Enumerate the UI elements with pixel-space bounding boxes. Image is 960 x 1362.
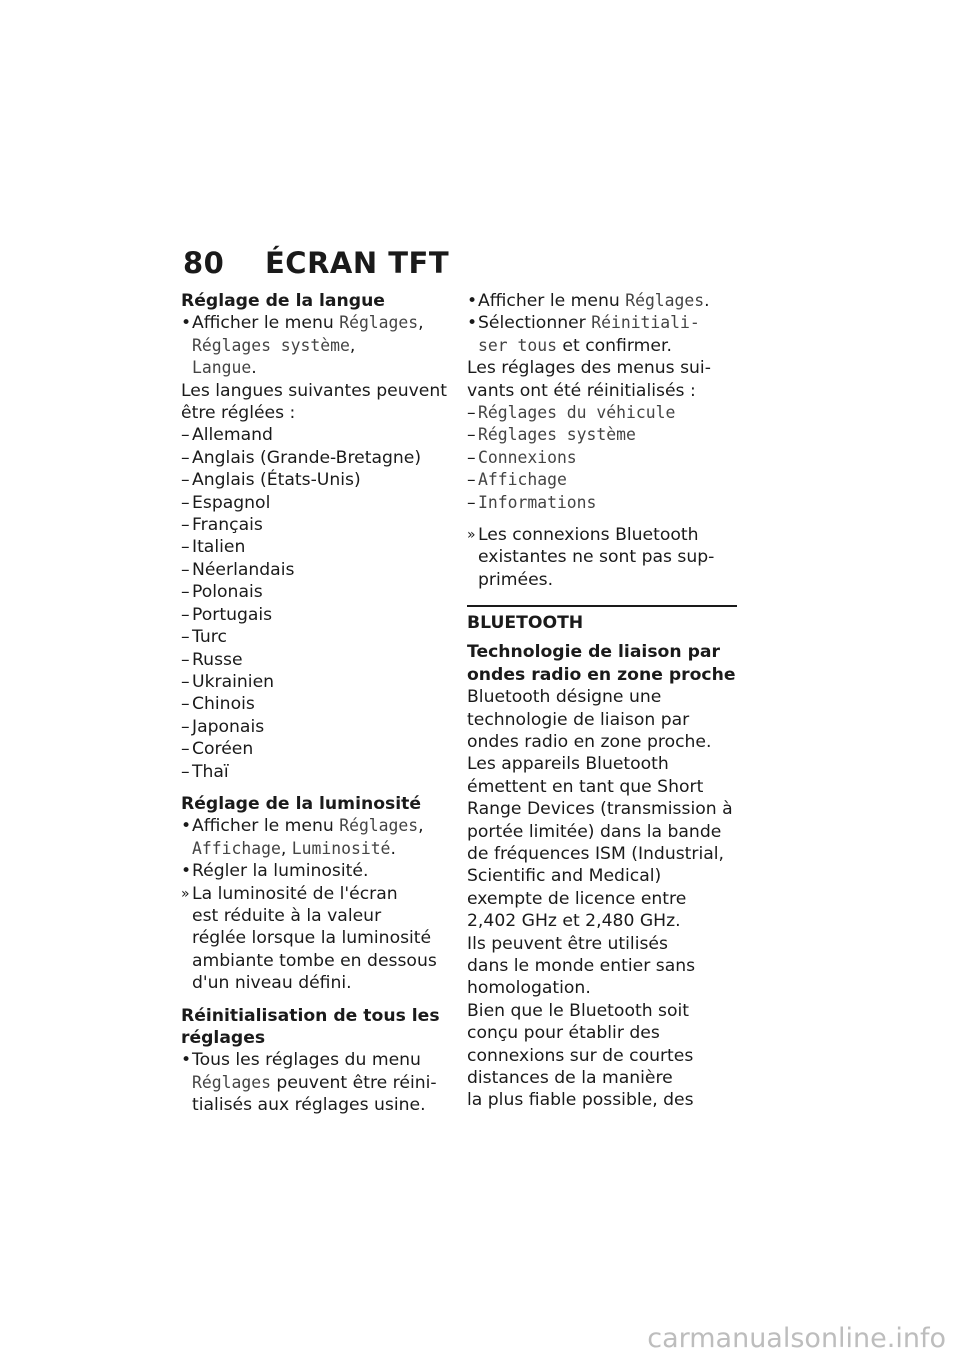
text-line: technologie de liaison par: [467, 709, 690, 730]
bullet-icon: •: [181, 861, 192, 882]
note: [181, 883, 451, 995]
heading-luminosite: Réglage de la luminosité: [181, 793, 422, 814]
paragraph: vants ont été réinitialisés :: [467, 380, 696, 401]
bullet-icon: •: [467, 291, 478, 311]
dash-icon: –: [181, 649, 190, 670]
text-line: Range Devices (transmission à: [467, 799, 733, 820]
list-item: – Réglages système: [467, 425, 636, 446]
dash-icon: –: [181, 627, 190, 648]
paragraph: être réglées :: [181, 403, 296, 424]
list-item: – Ukrainien: [181, 671, 275, 692]
text-line: La luminosité de l'écran: [192, 883, 398, 904]
text-line: ondes radio en zone proche.: [467, 731, 712, 752]
section-divider: [467, 605, 737, 607]
left-column: [181, 290, 451, 1117]
list-item: – Réglages du véhicule: [467, 403, 676, 424]
list-item: – Turc: [181, 627, 227, 648]
list-item: – Connexions: [467, 447, 577, 468]
list-item: – Néerlandais: [181, 559, 295, 580]
text-line: Ils peuvent être utilisés: [467, 933, 668, 954]
watermark: carmanualsonline.info: [647, 1323, 946, 1354]
list-item: – Japonais: [181, 716, 265, 737]
text-line: Les appareils Bluetooth: [467, 754, 669, 775]
menu-path: Réglages: [625, 291, 705, 310]
text-line: connexions sur de courtes: [467, 1045, 694, 1066]
text-line: dans le monde entier sans: [467, 955, 696, 976]
text-line: émettent en tant que Short: [467, 776, 704, 797]
dash-icon: –: [181, 582, 190, 603]
bullet-icon: •: [467, 313, 478, 334]
text-line: exempte de licence entre: [467, 888, 687, 909]
text-line: homologation.: [467, 978, 591, 999]
note-arrow-icon: »: [467, 527, 476, 544]
bullet-icon: •: [181, 313, 192, 334]
text-line: Les connexions Bluetooth: [478, 525, 699, 546]
list-item: – Italien: [181, 537, 246, 558]
dash-icon: –: [467, 403, 476, 424]
bullet-item: • Afficher le menu Réglages.: [467, 291, 710, 311]
list-item: – Portugais: [181, 604, 273, 625]
bullet-item: • Sélectionner Réinitiali- ser tous et confirmer.: [467, 313, 700, 356]
bullet-item: • Régler la luminosité.: [181, 861, 369, 882]
dash-icon: –: [181, 425, 190, 446]
page-header: [183, 246, 449, 280]
text-line: Bien que le Bluetooth soit: [467, 1000, 690, 1021]
note-text: [192, 883, 437, 995]
bullet-icon: •: [181, 816, 192, 837]
dash-icon: –: [181, 537, 190, 558]
dash-icon: –: [181, 470, 190, 491]
dash-icon: –: [467, 447, 476, 468]
dash-icon: –: [181, 716, 190, 737]
paragraph: Les langues suivantes peuvent: [181, 380, 447, 401]
dash-icon: –: [181, 492, 190, 513]
dash-icon: –: [181, 515, 190, 536]
dash-icon: –: [181, 447, 190, 468]
list-item: – Anglais (Grande-Bretagne): [181, 447, 422, 468]
dash-icon: –: [467, 492, 476, 513]
list-item: – Allemand: [181, 425, 273, 446]
dash-icon: –: [467, 470, 476, 491]
menu-path: Réglages: [339, 816, 419, 836]
list-item: – Thaï: [181, 761, 229, 782]
heading-langue: Réglage de la langue: [181, 291, 385, 311]
bluetooth-body: [467, 686, 739, 1112]
list-item: – Russe: [181, 649, 243, 670]
paragraph: Les réglages des menus sui-: [467, 358, 711, 379]
dash-icon: –: [181, 559, 190, 580]
list-item: – Coréen: [181, 739, 254, 760]
list-item: – Chinois: [181, 694, 255, 715]
list-item: – Espagnol: [181, 492, 271, 513]
bullet-item: • Tous les réglages du menu Réglages peuvent être réini- tialisés aux réglages usine.: [181, 1050, 437, 1116]
dash-icon: –: [181, 694, 190, 715]
menu-path: Réglages: [192, 1072, 271, 1092]
list-item: – Polonais: [181, 582, 263, 603]
menu-path: Affichage: [192, 838, 281, 858]
text-line: existantes ne sont pas sup-: [478, 547, 715, 568]
note-text: [478, 524, 714, 591]
bullet-item: • Afficher le menu Réglages, Réglages système, Langue.: [181, 313, 424, 379]
menu-path: ser tous: [478, 335, 557, 355]
dash-icon: –: [181, 761, 190, 782]
section-title: BLUETOOTH: [467, 613, 584, 634]
page-number: 80: [183, 246, 225, 280]
list-item: – Informations: [467, 492, 597, 513]
dash-icon: –: [181, 604, 190, 625]
menu-path: Réinitiali-: [591, 313, 700, 333]
bullet-item: • Afficher le menu Réglages, Affichage, Luminosité.: [181, 816, 424, 859]
right-column: [467, 290, 739, 1112]
menu-path: Langue: [192, 358, 252, 378]
menu-path: Réglages: [339, 313, 419, 333]
text-line: d'un niveau défini.: [192, 973, 352, 994]
text-line: la plus fiable possible, des: [467, 1090, 694, 1111]
dash-icon: –: [467, 425, 476, 446]
text-line: ambiante tombe en dessous: [192, 950, 437, 971]
text-line: Scientific and Medical): [467, 866, 662, 887]
language-list: [181, 424, 451, 783]
text-line: réglée lorsque la luminosité: [192, 928, 432, 949]
text-line: est réduite à la valeur: [192, 905, 382, 926]
heading-reinit: Réinitialisation de tous les réglages: [181, 1005, 440, 1048]
heading-bluetooth: Technologie de liaison par ondes radio en zone proche: [467, 642, 736, 685]
text-line: 2,402 GHz et 2,480 GHz.: [467, 911, 681, 932]
dash-icon: –: [181, 739, 190, 760]
dash-icon: –: [181, 671, 190, 692]
text-line: conçu pour établir des: [467, 1023, 660, 1044]
reset-menu-list: [467, 402, 739, 514]
note: [467, 524, 739, 591]
list-item: – Anglais (États-Unis): [181, 470, 361, 491]
text-line: Bluetooth désigne une: [467, 687, 662, 708]
chapter-title: ÉCRAN TFT: [265, 246, 450, 280]
note-arrow-icon: »: [181, 885, 190, 902]
bullet-icon: •: [181, 1050, 192, 1071]
list-item: – Affichage: [467, 470, 567, 491]
text-line: de fréquences ISM (Industrial,: [467, 843, 725, 864]
text-line: distances de la manière: [467, 1068, 673, 1088]
menu-path: Réglages système: [192, 335, 350, 355]
text-line: portée limitée) dans la bande: [467, 821, 722, 842]
list-item: – Français: [181, 515, 263, 536]
text-line: primées.: [478, 569, 554, 590]
menu-path: Luminosité: [291, 838, 391, 858]
